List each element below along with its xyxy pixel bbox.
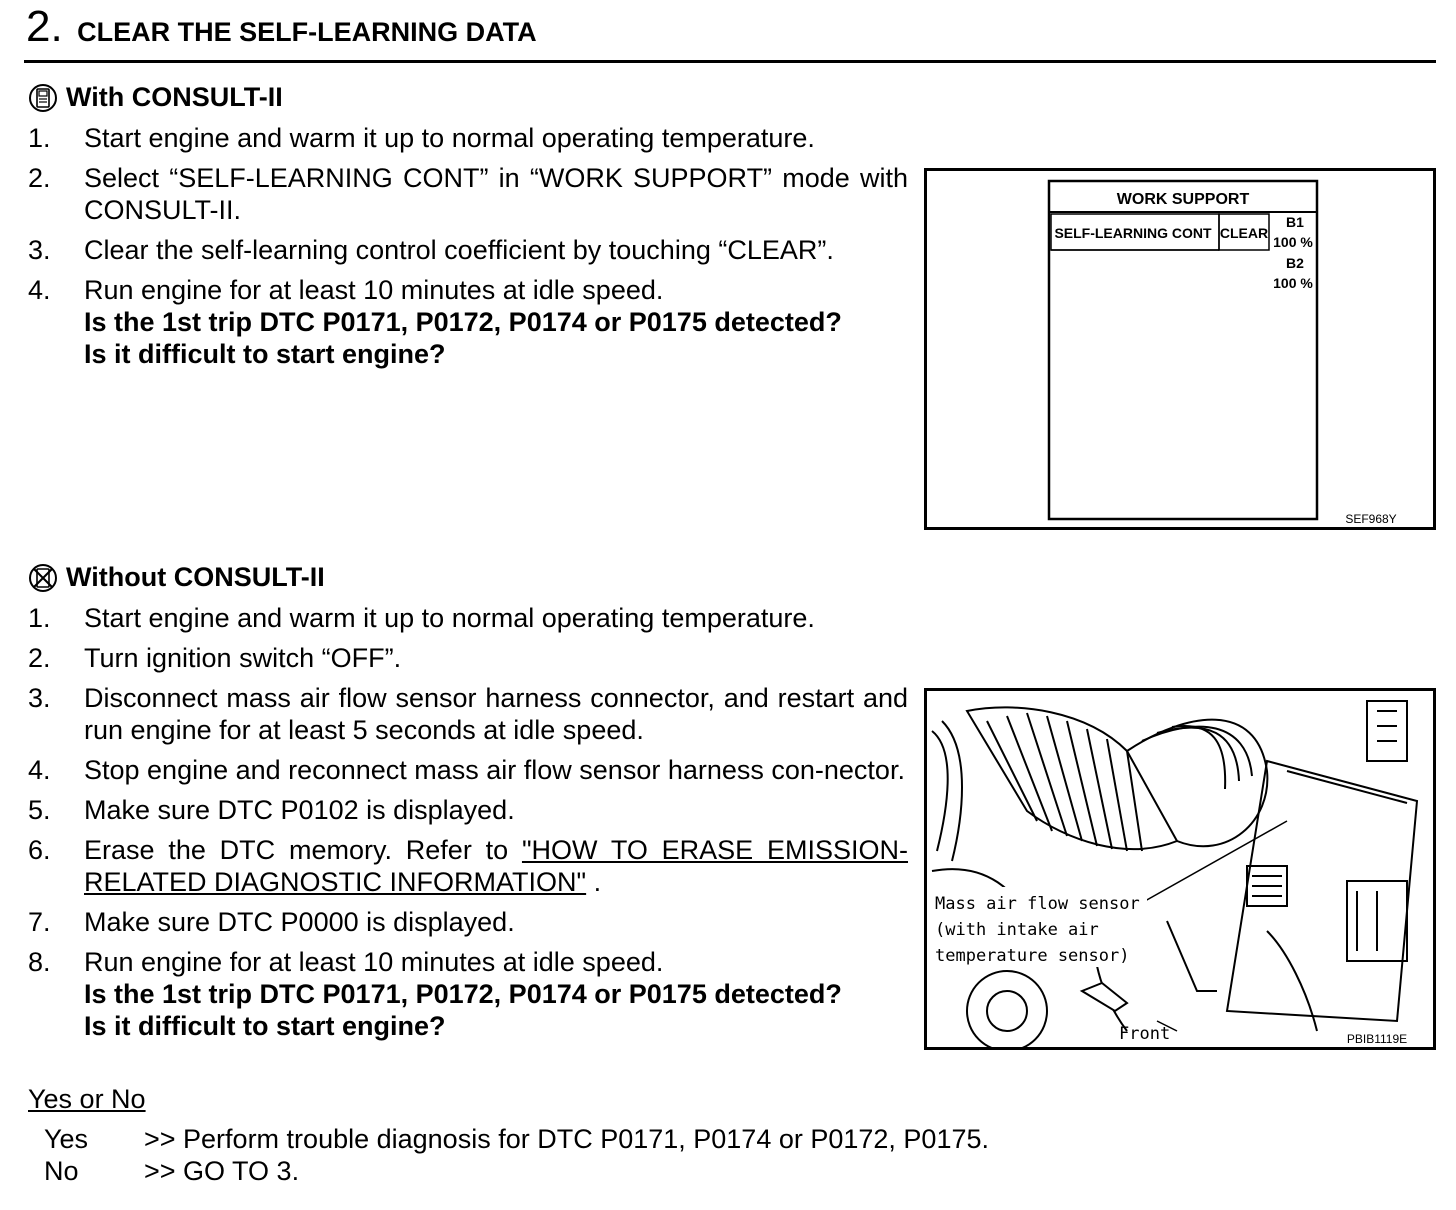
- no-key: No: [44, 1156, 79, 1186]
- list-item: 8. Run engine for at least 10 minutes at idle speed. Is the 1st trip DTC P0171, P0172, P0174 or P0175 detected? Is it difficult to start engine?: [28, 946, 908, 1042]
- bank2-label: B2: [1286, 255, 1304, 271]
- with-consult-heading: [28, 82, 283, 113]
- list-item: 2. Turn ignition switch “OFF”.: [28, 643, 402, 673]
- without-consult-heading: [28, 562, 325, 593]
- question-dtc: Is the 1st trip DTC P0171, P0172, P0174 or P0175 detected?: [84, 307, 842, 337]
- with-consult-title: With CONSULT-II: [66, 82, 283, 112]
- front-arrow-icon: [1082, 983, 1127, 1011]
- no-answer: [44, 1156, 299, 1187]
- list-item: 7. Make sure DTC P0000 is displayed.: [28, 907, 515, 937]
- maf-label-line2: (with intake air: [935, 920, 1099, 940]
- no-consult-icon: [28, 563, 58, 593]
- figure-code: SEF968Y: [1345, 512, 1397, 526]
- self-learning-item: SELF-LEARNING CONT: [1054, 225, 1212, 241]
- no-action: >> GO TO 3.: [144, 1156, 300, 1186]
- list-item: 5. Make sure DTC P0102 is displayed.: [28, 795, 515, 825]
- maf-label-line3: temperature sensor): [935, 946, 1130, 966]
- step-heading: [26, 2, 537, 52]
- list-item: 1. Start engine and warm it up to normal operating temperature.: [28, 123, 815, 153]
- work-support-figure: [924, 168, 1436, 530]
- yes-action: >> Perform trouble diagnosis for DTC P0171, P0174 or P0172, P0175.: [144, 1124, 990, 1154]
- clear-button: CLEAR: [1219, 225, 1269, 241]
- list-item: 1. Start engine and warm it up to normal operating temperature.: [28, 603, 815, 633]
- maf-sensor-figure: [924, 688, 1436, 1050]
- step-title: CLEAR THE SELF-LEARNING DATA: [77, 17, 537, 47]
- list-item: 6. Erase the DTC memory. Refer to "HOW TO ERASE EMISSION-RELATED DIAGNOSTIC INFORMATION" .: [28, 835, 909, 897]
- figure-code: PBIB1119E: [1346, 1032, 1408, 1046]
- heading-divider: [24, 60, 1436, 63]
- list-item: 2. Select “SELF-LEARNING CONT” in “WORK SUPPORT” mode with CONSULT-II.: [28, 163, 908, 225]
- question-dtc: Is the 1st trip DTC P0171, P0172, P0174 or P0175 detected?: [84, 979, 842, 1009]
- without-consult-title: Without CONSULT-II: [66, 562, 325, 592]
- list-item: 4. Run engine for at least 10 minutes at idle speed. Is the 1st trip DTC P0171, P0172, P0174 or P0175 detected? Is it difficult to start engine?: [28, 274, 908, 370]
- bank2-value: 100 %: [1273, 275, 1313, 291]
- consult-tool-icon: [28, 83, 58, 113]
- screen-title: WORK SUPPORT: [1116, 191, 1250, 208]
- without-consult-steps: [28, 602, 908, 1050]
- front-label: Front: [1119, 1024, 1171, 1044]
- maf-label-line1: Mass air flow sensor: [935, 894, 1140, 914]
- yes-key: Yes: [44, 1124, 89, 1154]
- question-start: Is it difficult to start engine?: [84, 339, 446, 369]
- work-support-screen: [927, 171, 1433, 527]
- yes-or-no-label: Yes or No: [28, 1084, 146, 1114]
- yes-answer: [44, 1124, 989, 1155]
- question-start: Is it difficult to start engine?: [84, 1011, 446, 1041]
- with-consult-steps: [28, 122, 908, 378]
- erase-dtc-link[interactable]: "HOW TO ERASE EMISSION-RELATED DIAGNOSTIC INFORMATION": [84, 835, 909, 897]
- bank1-label: B1: [1286, 214, 1304, 230]
- engine-bay-illustration: [927, 691, 1433, 1047]
- bank1-value: 100 %: [1273, 234, 1313, 250]
- step-number: 2.: [26, 2, 63, 51]
- list-item: 4. Stop engine and reconnect mass air flow sensor harness con-nector.: [28, 755, 905, 785]
- list-item: 3. Disconnect mass air flow sensor harness connector, and restart and run engine for at least 5 seconds at idle speed.: [28, 683, 908, 745]
- list-item: 3. Clear the self-learning control coefficient by touching “CLEAR”.: [28, 235, 834, 265]
